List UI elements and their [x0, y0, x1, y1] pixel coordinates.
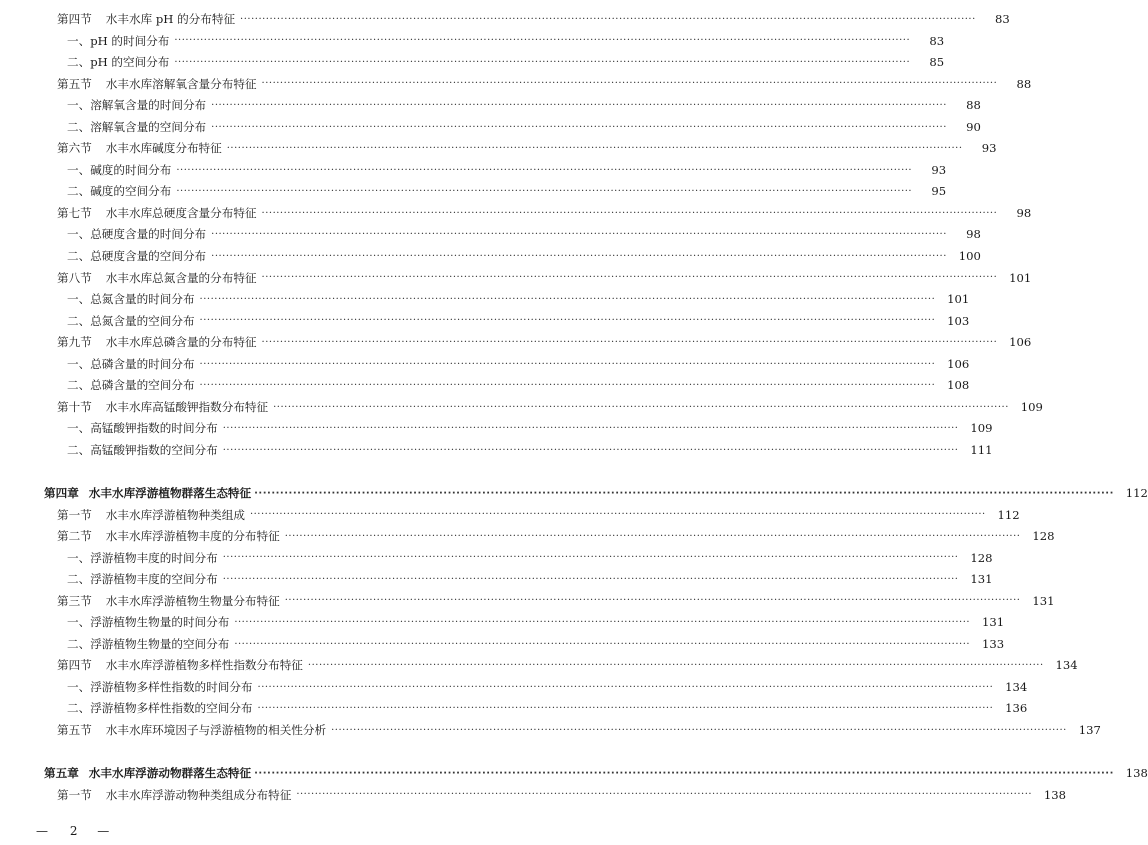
- toc-page-number: 112: [1125, 485, 1148, 500]
- toc-entry-title: 二、总氮含量的空间分布: [67, 313, 195, 328]
- footer-dash-left: —: [36, 824, 48, 838]
- toc-entry-label: [67, 703, 256, 715]
- toc-entry-label: [67, 248, 209, 263]
- toc-spacer: [0, 742, 646, 764]
- toc-entry-title: 二、pH 的空间分布: [67, 55, 170, 70]
- toc-entry-title: 一、浮游植物丰度的时间分布: [67, 550, 218, 565]
- toc-entry-label: [67, 679, 256, 694]
- toc-page-number: 108: [947, 378, 970, 393]
- toc-entry-title: 二、高锰酸钾指数的空间分布: [67, 442, 218, 457]
- toc-page-number: 93: [931, 162, 947, 177]
- toc-leader-dots: ········································································································································································································: [176, 164, 913, 176]
- toc-entry-number: 第二节: [57, 529, 92, 544]
- toc-page-number: 128: [1032, 529, 1055, 544]
- toc-subsection-entry[interactable]: [0, 224, 981, 246]
- toc-spacer: [0, 461, 646, 483]
- toc-entry-label: [67, 617, 232, 629]
- toc-entry-title: 水丰水库总磷含量的分布特征: [105, 335, 257, 350]
- toc-page-number: 88: [966, 98, 981, 113]
- toc-leader-dots: ········································································································································································································: [331, 724, 1067, 736]
- toc-page-number: 137: [1078, 722, 1101, 737]
- toc-entry-title: 二、溶解氧含量的空间分布: [67, 119, 207, 134]
- toc-leader-dots: ········································································································································································································: [226, 143, 963, 155]
- toc-leader-dots: ········································································································································································································: [307, 660, 1044, 672]
- toc-entry-label: [67, 119, 209, 134]
- toc-leader-dots: ········································································································································································································: [174, 35, 911, 47]
- toc-leader-dots: ········································································································································································································: [199, 315, 936, 327]
- toc-section-entry[interactable]: [0, 505, 1020, 527]
- toc-leader-dots: ········································································································································································································: [211, 99, 947, 111]
- toc-leader-dots: ········································································································································································································: [222, 552, 959, 564]
- toc-entry-title: 一、碱度的时间分布: [67, 162, 172, 177]
- toc-entry-label: [67, 356, 198, 371]
- toc-subsection-entry[interactable]: [0, 612, 1005, 634]
- toc-page-number: 88: [1016, 76, 1032, 91]
- toc-page-number: 134: [1055, 658, 1078, 673]
- toc-leader-dots: ········································································································································································································: [254, 767, 1114, 779]
- toc-entry-title: 水丰水库环境因子与浮游植物的相关性分析: [105, 722, 327, 737]
- toc-subsection-entry[interactable]: [0, 246, 981, 268]
- toc-entry-number: 第六节: [57, 141, 92, 156]
- toc-entry-title: 水丰水库浮游植物群落生态特征: [88, 485, 252, 500]
- toc-entry-label: [67, 380, 198, 392]
- toc-entry-title: 二、总磷含量的空间分布: [67, 378, 195, 393]
- toc-entry-title: 二、总硬度含量的空间分布: [67, 248, 207, 263]
- toc-page-number: 131: [981, 615, 1005, 630]
- page-footer: [36, 824, 109, 838]
- toc-entry-title: 一、总氮含量的时间分布: [67, 292, 195, 307]
- toc-leader-dots: ········································································································································································································: [222, 573, 959, 585]
- toc-page-number: 101: [1009, 270, 1032, 285]
- toc-leader-dots: ········································································································································································································: [284, 595, 1021, 607]
- toc-section-entry[interactable]: [0, 138, 997, 160]
- toc-leader-dots: ········································································································································································································: [211, 229, 947, 241]
- toc-entry-number: 第五节: [57, 76, 92, 91]
- toc-entry-label: [67, 162, 174, 177]
- toc-page-number: 90: [966, 119, 981, 134]
- toc-page-number: 83: [929, 33, 945, 48]
- toc-entry-label: [67, 33, 172, 48]
- toc-leader-dots: ········································································································································································································: [211, 250, 947, 262]
- toc-page-number: 138: [1043, 787, 1067, 802]
- toc-leader-dots: ········································································································································································································: [234, 638, 971, 650]
- toc-entry-label: [57, 270, 260, 285]
- toc-section-entry[interactable]: [0, 268, 1032, 290]
- toc-entry-title: 一、高锰酸钾指数的时间分布: [67, 421, 218, 436]
- toc-page-number: 131: [970, 572, 993, 587]
- toc-entry-title: 水丰水库浮游植物种类组成: [105, 507, 245, 522]
- table-of-contents: [0, 9, 1148, 806]
- toc-leader-dots: ········································································································································································································: [234, 617, 971, 629]
- toc-entry-number: 第四章: [44, 485, 79, 500]
- toc-entry-title: 水丰水库碱度分布特征: [105, 141, 222, 156]
- toc-leader-dots: ········································································································································································································: [176, 186, 913, 198]
- toc-entry-number: 第五节: [57, 722, 92, 737]
- toc-section-entry[interactable]: [0, 785, 1067, 807]
- toc-entry-label: [57, 507, 248, 522]
- toc-subsection-entry[interactable]: [0, 311, 970, 333]
- toc-leader-dots: ········································································································································································································: [261, 272, 998, 284]
- toc-leader-dots: ········································································································································································································: [261, 207, 998, 219]
- toc-entry-label: [57, 593, 283, 608]
- toc-section-entry[interactable]: [0, 655, 1078, 677]
- toc-entry-label: [57, 531, 283, 543]
- toc-subsection-entry[interactable]: [0, 569, 993, 591]
- toc-entry-label: [57, 399, 271, 414]
- toc-page-number: 101: [947, 292, 970, 307]
- toc-page-number: 85: [929, 55, 945, 70]
- toc-entry-label: [57, 11, 238, 26]
- toc-entry-title: 水丰水库总硬度含量分布特征: [105, 205, 257, 220]
- toc-entry-label: [44, 485, 254, 500]
- toc-entry-label: [67, 229, 209, 241]
- toc-entry-title: 二、碱度的空间分布: [67, 184, 172, 199]
- toc-entry-number: 第五章: [44, 766, 79, 781]
- toc-entry-title: 一、总磷含量的时间分布: [67, 356, 195, 371]
- toc-entry-title: 水丰水库高锰酸钾指数分布特征: [105, 399, 269, 414]
- toc-entry-label: [57, 143, 225, 155]
- toc-subsection-entry[interactable]: [0, 698, 1028, 720]
- toc-page-number: 134: [1005, 679, 1028, 694]
- toc-page-number: 128: [970, 550, 993, 565]
- toc-entry-label: [67, 313, 198, 328]
- toc-leader-dots: ········································································································································································································: [222, 423, 959, 435]
- toc-subsection-entry[interactable]: [0, 289, 970, 311]
- toc-entry-label: [67, 636, 232, 651]
- toc-entry-title: 水丰水库总氮含量的分布特征: [105, 270, 257, 285]
- toc-page-number: 103: [947, 313, 970, 328]
- toc-entry-number: 第三节: [57, 593, 92, 608]
- toc-leader-dots: ········································································································································································································: [199, 293, 936, 305]
- toc-page-number: 112: [997, 507, 1020, 522]
- toc-entry-label: [57, 722, 329, 737]
- toc-leader-dots: ········································································································································································································: [211, 121, 947, 133]
- toc-entry-number: 第四节: [57, 11, 92, 26]
- toc-entry-label: [67, 294, 198, 306]
- toc-entry-title: 水丰水库浮游植物丰度的分布特征: [105, 529, 280, 544]
- toc-leader-dots: ········································································································································································································: [222, 444, 959, 456]
- toc-page-number: 133: [981, 636, 1005, 651]
- toc-entry-label: [44, 768, 254, 780]
- toc-subsection-entry[interactable]: [0, 548, 993, 570]
- toc-subsection-entry[interactable]: [0, 117, 981, 139]
- toc-section-entry[interactable]: [0, 591, 1055, 613]
- toc-subsection-entry[interactable]: [0, 160, 947, 182]
- toc-entry-label: [57, 660, 306, 672]
- toc-section-entry[interactable]: [0, 332, 1032, 354]
- toc-subsection-entry[interactable]: [0, 181, 947, 203]
- toc-entry-title: 一、溶解氧含量的时间分布: [67, 98, 207, 113]
- toc-entry-label: [57, 76, 260, 91]
- toc-section-entry[interactable]: [0, 74, 1032, 96]
- toc-entry-title: 一、pH 的时间分布: [67, 33, 170, 48]
- toc-page-number: 109: [1020, 399, 1043, 414]
- toc-page-number: 95: [931, 184, 947, 199]
- toc-section-entry[interactable]: [0, 720, 1101, 742]
- toc-leader-dots: ········································································································································································································: [257, 681, 994, 693]
- toc-subsection-entry[interactable]: [0, 440, 993, 462]
- toc-leader-dots: ········································································································································································································: [261, 78, 998, 90]
- toc-page-number: 138: [1125, 766, 1148, 781]
- toc-chapter-entry[interactable]: [0, 763, 1148, 785]
- toc-subsection-entry[interactable]: [0, 634, 1005, 656]
- footer-dash-right: —: [97, 824, 110, 838]
- toc-entry-number: 第四节: [57, 658, 92, 673]
- toc-leader-dots: ········································································································································································································: [261, 336, 998, 348]
- toc-entry-title: 水丰水库浮游植物多样性指数分布特征: [105, 658, 303, 673]
- toc-entry-title: 水丰水库浮游动物群落生态特征: [88, 766, 252, 781]
- toc-entry-number: 第一节: [57, 507, 92, 522]
- toc-subsection-entry[interactable]: [0, 354, 970, 376]
- toc-page-number: 109: [970, 421, 993, 436]
- toc-page-number: 131: [1032, 593, 1055, 608]
- toc-entry-label: [67, 186, 174, 198]
- toc-leader-dots: ········································································································································································································: [254, 487, 1114, 499]
- toc-leader-dots: ········································································································································································································: [240, 13, 976, 25]
- toc-subsection-entry[interactable]: [0, 418, 993, 440]
- toc-section-entry[interactable]: [0, 397, 1043, 419]
- toc-leader-dots: ········································································································································································································: [273, 401, 1009, 413]
- toc-entry-label: [67, 423, 221, 435]
- toc-subsection-entry[interactable]: [0, 375, 970, 397]
- toc-entry-number: 第一节: [57, 787, 92, 802]
- toc-page-number: 100: [958, 248, 981, 263]
- toc-entry-number: 第八节: [57, 270, 92, 285]
- toc-entry-title: 二、浮游植物丰度的空间分布: [67, 572, 218, 587]
- toc-entry-title: 水丰水库溶解氧含量分布特征: [105, 76, 257, 91]
- toc-entry-title: 水丰水库浮游动物种类组成分布特征: [105, 787, 292, 802]
- toc-entry-title: 一、浮游植物生物量的时间分布: [67, 615, 230, 630]
- toc-leader-dots: ········································································································································································································: [174, 56, 911, 68]
- toc-page-number: 136: [1005, 701, 1028, 716]
- toc-leader-dots: ········································································································································································································: [296, 789, 1033, 801]
- toc-page-number: 98: [1016, 205, 1032, 220]
- toc-leader-dots: ········································································································································································································: [284, 530, 1021, 542]
- toc-leader-dots: ········································································································································································································: [199, 358, 936, 370]
- toc-leader-dots: ········································································································································································································: [257, 703, 994, 715]
- toc-section-entry[interactable]: [0, 203, 1032, 225]
- toc-entry-title: 二、浮游植物生物量的空间分布: [67, 636, 230, 651]
- toc-leader-dots: ········································································································································································································: [249, 509, 986, 521]
- toc-page-number: 98: [966, 227, 981, 242]
- toc-page-number: 106: [1009, 335, 1032, 350]
- toc-entry-label: [67, 57, 172, 69]
- toc-subsection-entry[interactable]: [0, 52, 945, 74]
- toc-entry-label: [67, 550, 221, 565]
- toc-page-number: 83: [995, 11, 1010, 26]
- toc-entry-title: 一、总硬度含量的时间分布: [67, 227, 207, 242]
- toc-entry-title: 水丰水库 pH 的分布特征: [105, 11, 236, 26]
- toc-entry-title: 水丰水库浮游植物生物量分布特征: [105, 593, 280, 608]
- toc-entry-number: 第十节: [57, 399, 92, 414]
- toc-entry-label: [57, 787, 294, 802]
- toc-subsection-entry[interactable]: [0, 31, 945, 53]
- toc-leader-dots: ········································································································································································································: [199, 380, 936, 392]
- toc-subsection-entry[interactable]: [0, 95, 981, 117]
- toc-entry-label: [57, 337, 260, 349]
- toc-entry-label: [57, 205, 260, 220]
- toc-page-number: 111: [970, 442, 993, 457]
- toc-entry-title: 一、浮游植物多样性指数的时间分布: [67, 679, 253, 694]
- toc-section-entry[interactable]: [0, 9, 1010, 31]
- toc-entry-number: 第七节: [57, 205, 92, 220]
- toc-section-entry[interactable]: [0, 526, 1055, 548]
- toc-entry-number: 第九节: [57, 335, 92, 350]
- toc-entry-label: [67, 574, 221, 586]
- toc-entry-title: 二、浮游植物多样性指数的空间分布: [67, 701, 253, 716]
- footer-page-number: 2: [69, 824, 78, 838]
- toc-chapter-entry[interactable]: [0, 483, 1148, 505]
- toc-entry-label: [67, 100, 209, 112]
- toc-page-number: 106: [947, 356, 970, 371]
- toc-page-number: 93: [981, 141, 997, 156]
- toc-entry-label: [67, 442, 221, 457]
- toc-subsection-entry[interactable]: [0, 677, 1028, 699]
